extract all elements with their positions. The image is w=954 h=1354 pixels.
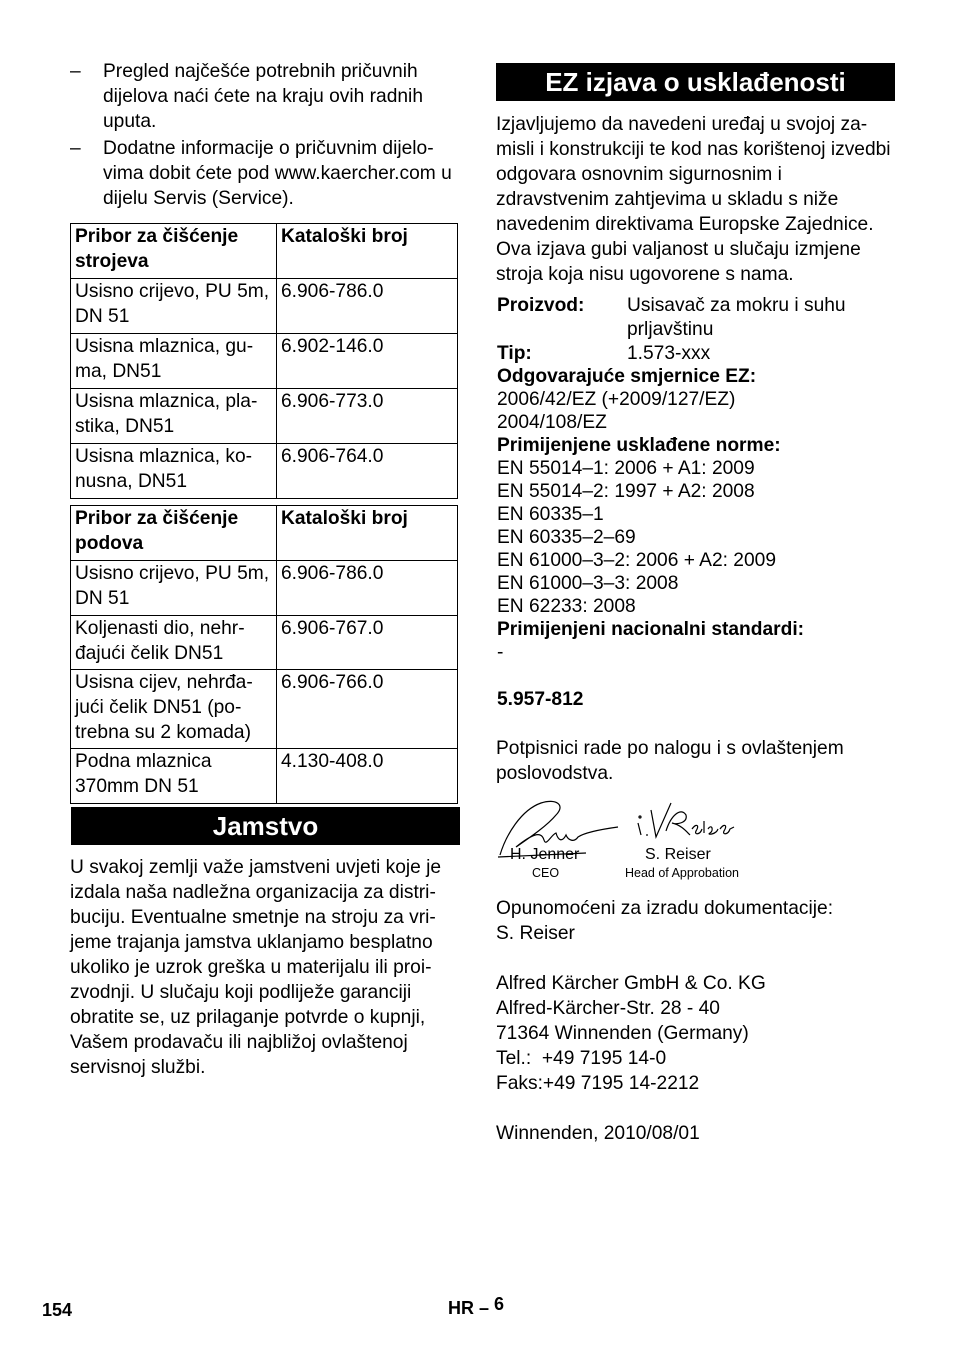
signatories-text: Potpisnici rade po nalogu i s ovlaštenjem poslovodstva. [496,738,844,784]
norm-item: EN 55014–1: 2006 + A1: 2009 [497,458,755,479]
type-label: Tip: [497,343,532,364]
address-line: 71364 Winnenden (Germany) [496,1023,749,1044]
type-row [497,342,895,365]
product-row [497,294,895,342]
address-line: Alfred-Kärcher-Str. 28 - 40 [496,998,720,1019]
bullet-text: Dodatne informacije o pričuvnim dijelovima dobit ćete pod www.kaercher.com u dijelu Servis (Service). [103,138,452,209]
bullet-dash: – [70,61,81,82]
directives-label: Odgovarajuće smjernice EZ: [497,366,757,387]
section-page-label [448,1296,504,1321]
table-row [71,749,458,804]
norm-item: EN 61000–3–2: 2006 + A2: 2009 [497,550,776,571]
column-header: Kataloški broj [277,224,458,279]
table-cell: 6.906-773.0 [277,389,458,444]
footer-dash: – [479,1298,490,1318]
table-cell: Koljenasti dio, nehrđajući čelik DN51 [71,616,277,670]
signer-name: H. Jenner [510,846,580,863]
norm-item: EN 62233: 2008 [497,596,636,617]
directive-item: 2006/42/EZ (+2009/127/EZ) [497,389,736,410]
table-header-row [71,224,458,279]
spare-parts-info-list [70,59,460,212]
table-cell: 6.906-786.0 [277,561,458,616]
declaration-heading: EZ izjava o usklađenosti [496,63,895,101]
norm-item: EN 60335–1 [497,504,604,525]
signer-role: CEO [532,866,560,880]
national-standards-label: Primijenjeni nacionalni standardi: [497,619,805,640]
product-label: Proizvod: [497,295,585,316]
norms-label: Primijenjene usklađene norme: [497,435,781,456]
table-cell: Usisno crijevo, PU 5m, DN 51 [71,279,277,334]
machine-accessories-table [70,223,458,499]
table-row [71,389,458,444]
table-cell: 6.906-767.0 [277,616,458,670]
table-row [71,670,458,749]
sub-page-number: 6 [494,1294,505,1314]
address-line: Faks:+49 7195 14-2212 [496,1073,700,1094]
table-cell: Usisna mlaznica, guma, DN51 [71,334,277,389]
directive-item: 2004/108/EZ [497,412,607,433]
address-line: Tel.: +49 7195 14-0 [496,1048,667,1069]
authorized-name: S. Reiser [496,923,575,944]
table-cell: 6.906-764.0 [277,444,458,499]
norm-item: EN 60335–2–69 [497,527,636,548]
warranty-heading: Jamstvo [71,807,460,845]
table-cell: Usisna cijev, nehrđajući čelik DN51 (potrebna su 2 komada) [71,670,277,749]
table-row [71,444,458,499]
column-header: Pribor za čišćenje strojeva [71,224,277,279]
list-item [70,136,460,211]
table-cell: 4.130-408.0 [277,749,458,804]
table-cell: 6.906-766.0 [277,670,458,749]
language-code: HR [448,1298,474,1318]
table-cell: Usisno crijevo, PU 5m, DN 51 [71,561,277,616]
page-number: 154 [42,1300,73,1320]
list-item [70,59,460,134]
type-value: 1.573-xxx [627,343,711,364]
column-header: Kataloški broj [277,506,458,561]
warranty-text: U svakoj zemlji važe jamstveni uvjeti koje je izdala naša nadležna organizacija za distribuciju. Eventualne smetnje na stroju za vrijeme trajanja jamstva uklanjamo besplatno ukoliko je uzrok greška u materijalu ili proizvodnji. U slučaju koji podliježe garanciji obratite se, uz prilaganje potvrde o kupnji, Vašem prodavaču ili najbližoj ovlaštenoj servisnoj službi. [70,857,442,1078]
national-standards-value: - [497,642,504,663]
norm-item: EN 55014–2: 1997 + A2: 2008 [497,481,755,502]
column-header: Pribor za čišćenje podova [71,506,277,561]
table-row [71,561,458,616]
table-cell: 6.902-146.0 [277,334,458,389]
table-cell: Usisna mlaznica, plastika, DN51 [71,389,277,444]
table-header-row [71,506,458,561]
authorized-block [496,896,892,946]
declaration-intro: Izjavljujemo da navedeni uređaj u svojoj zamisli i konstrukciji te kod nas korištenoj izvedbi odgovara osnovnim sigurnosnim i zdravstvenim zahtjevima u skladu s niže navedenim direktivama Europske Zajednice. Ova izjava gubi valjanost u slučaju izmjene stroja koja nisu ugovorene s nama. [496,114,891,285]
floor-accessories-table [70,505,458,804]
authorized-label: Opunomoćeni za izradu dokumentacije: [496,898,834,919]
address-line: Alfred Kärcher GmbH & Co. KG [496,973,766,994]
bullet-text: Pregled najčešće potrebnih pričuvnih dijelova naći ćete na kraju ovih radnih uputa. [103,61,423,132]
signature-block [496,795,766,885]
table-row [71,616,458,670]
signer-name: S. Reiser [645,846,711,863]
document-number: 5.957-812 [497,689,584,710]
bullet-dash: – [70,138,81,159]
place-date: Winnenden, 2010/08/01 [496,1123,700,1144]
table-cell: 6.906-786.0 [277,279,458,334]
table-cell: Podna mlaznica 370mm DN 51 [71,749,277,804]
company-address [496,971,892,1096]
table-row [71,279,458,334]
table-cell: Usisna mlaznica, konusna, DN51 [71,444,277,499]
declaration-specs [497,294,895,664]
product-value: Usisavač za mokru i suhu prljavštinu [627,295,846,340]
table-row [71,334,458,389]
signer-role: Head of Approbation [625,866,739,880]
norm-item: EN 61000–3–3: 2008 [497,573,679,594]
